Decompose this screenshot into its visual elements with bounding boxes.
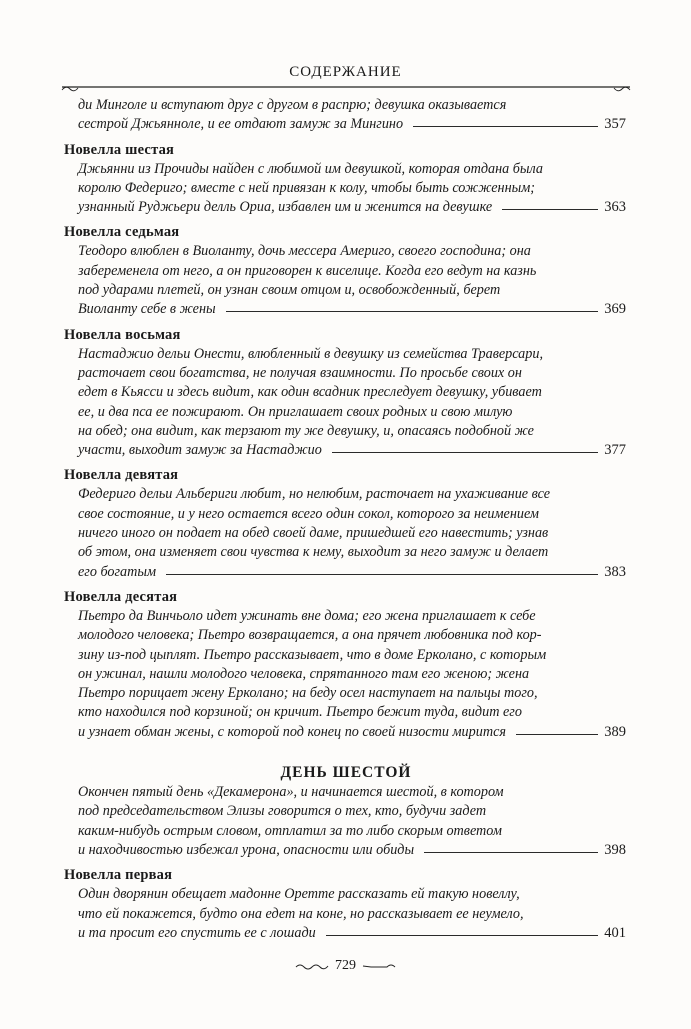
entry-title: Новелла девятая <box>64 467 179 484</box>
description-line: об этом, она изменяет свои чувства к нему, выходит за него замуж и делает <box>78 544 549 561</box>
entry-page-number: 389 <box>604 723 626 740</box>
description-last-line <box>78 723 626 742</box>
entry-page-number: 369 <box>604 301 626 318</box>
description-last-line <box>78 441 626 460</box>
toc-entry <box>64 588 628 742</box>
description-line: он ужинал, нашли молодого человека, спрятанного там его женою; жена <box>78 665 530 682</box>
description-line: Федериго дельи Альбериги любит, но нелюбим, расточает на ухаживание все <box>78 486 551 503</box>
entry-title: Новелла первая <box>64 867 173 884</box>
entry-description <box>64 783 628 860</box>
leader-line <box>502 209 598 210</box>
description-line: едет в Кьясси и здесь видит, как один всадник преследует девушку, убивает <box>78 384 542 401</box>
description-last-line <box>78 198 626 217</box>
entry-description <box>64 485 628 581</box>
toc-content <box>64 96 628 949</box>
description-line: забеременела от него, а он приговорен к виселице. Когда его ведут на казнь <box>78 262 537 279</box>
entry-page-number: 401 <box>604 924 626 941</box>
description-line: Джьянни из Прочиды найден с любимой им девушкой, которая отдана была <box>78 160 543 177</box>
description-last-line <box>78 841 626 860</box>
description-line: Один дворянин обещает мадонне Оретте рассказать ей такую новеллу, <box>78 886 520 903</box>
entry-description <box>64 345 628 461</box>
entry-page-number: 377 <box>604 442 626 459</box>
description-line: и узнает обман жены, с которой под конец по своей низости мирится <box>78 723 506 740</box>
description-line: королю Федериго; вместе с ней привязан к колу, чтобы быть сожженным; <box>78 179 535 196</box>
toc-entry <box>64 223 628 319</box>
running-head: СОДЕРЖАНИЕ <box>289 64 402 80</box>
leader-line <box>413 126 598 127</box>
description-line: свое состояние, и у него остается всего один сокол, которого за неимением <box>78 505 539 522</box>
description-line: участи, выходит замуж за Настаджио <box>78 442 322 459</box>
description-line: Пьетро порицает жену Ерколано; на беду осел наступает на пальцы того, <box>78 685 538 702</box>
description-line: что ей покажется, будто она едет на коне, но рассказывает ее неумело, <box>78 905 524 922</box>
page-footer <box>0 958 691 974</box>
description-line: и та просит его спустить ее с лошади <box>78 924 316 941</box>
leader-line <box>226 311 599 312</box>
description-line: его богатым <box>78 563 157 580</box>
description-line: и находчивостью избежал урона, опасности или обиды <box>78 841 415 858</box>
description-line: каким-нибудь острым словом, отплатил за то либо скорым ответом <box>78 822 502 839</box>
entry-title: Новелла восьмая <box>64 326 181 343</box>
entry-page-number: 363 <box>604 199 626 216</box>
header-rule <box>60 84 632 92</box>
right-ornament-icon <box>362 962 396 970</box>
description-line: сестрой Джьянноле, и ее отдают замуж за Мингино <box>78 116 404 133</box>
day-heading: ДЕНЬ ШЕСТОЙ <box>280 764 412 782</box>
description-line: Настаджио дельи Онести, влюбленный в девушку из семейства Траверсари, <box>78 345 544 362</box>
toc-entry <box>64 866 628 943</box>
entry-title: Новелла седьмая <box>64 224 180 241</box>
description-line: на обед; она видит, как терзают ту же девушку, и, опасаясь подобной же <box>78 422 534 439</box>
entry-description <box>64 242 628 319</box>
description-line: Виоланту себе в жены <box>78 301 216 318</box>
leader-line <box>166 574 598 575</box>
leader-line <box>332 452 598 453</box>
description-last-line <box>78 563 626 582</box>
toc-entry <box>64 96 628 135</box>
toc-entry <box>64 783 628 860</box>
toc-group-day-six <box>64 783 628 943</box>
entry-description <box>64 96 628 135</box>
description-line: молодого человека; Пьетро возвращается, а она прячет любовника под кор- <box>78 627 542 644</box>
description-line: Окончен пятый день «Декамерона», и начинается шестой, в котором <box>78 784 504 801</box>
description-line: расточает свои богатства, не получая взаимности. По просьбе своих он <box>78 364 522 381</box>
toc-entry <box>64 466 628 581</box>
left-ornament-icon <box>295 962 329 970</box>
description-line: Пьетро да Винчьоло идет ужинать вне дома; его жена приглашает к себе <box>78 607 536 624</box>
leader-line <box>424 852 598 853</box>
leader-line <box>516 734 598 735</box>
description-line: ничего иного он подает на обед своей даме, пришедшей его навестить; узнав <box>78 525 549 542</box>
entry-page-number: 357 <box>604 116 626 133</box>
entry-title: Новелла десятая <box>64 588 178 605</box>
entry-description <box>64 885 628 943</box>
leader-line <box>326 935 599 936</box>
toc-entry <box>64 141 628 218</box>
page-number: 729 <box>335 958 356 973</box>
toc-group-day-five <box>64 96 628 742</box>
description-line: ее, и два пса ее пожирают. Он приглашает своих родных и свою милую <box>78 403 513 420</box>
description-line: ди Минголе и вступают друг с другом в распрю; девушка оказывается <box>78 97 507 113</box>
entry-description <box>64 607 628 742</box>
entry-title: Новелла шестая <box>64 141 175 158</box>
description-line: Теодоро влюблен в Виоланту, дочь мессера Америго, своего господина; она <box>78 243 531 260</box>
description-last-line <box>78 924 626 943</box>
entry-description <box>64 160 628 218</box>
entry-page-number: 398 <box>604 841 626 858</box>
entry-page-number: 383 <box>604 563 626 580</box>
description-line: под председательством Элизы говорится о тех, кто, будучи задет <box>78 803 487 820</box>
description-line: под ударами плетей, он узнан своим отцом и, освобожденный, берет <box>78 282 501 299</box>
description-last-line <box>78 300 626 319</box>
description-last-line <box>78 115 626 134</box>
description-line: узнанный Руджьери делль Ориа, избавлен им и женится на девушке <box>78 199 493 216</box>
description-line: зину из-под цыплят. Пьетро рассказывает, что в доме Ерколано, с которым <box>78 646 547 663</box>
description-line: кто находился под корзиной; он кричит. Пьетро бежит туда, видит его <box>78 704 522 721</box>
toc-entry <box>64 326 628 461</box>
